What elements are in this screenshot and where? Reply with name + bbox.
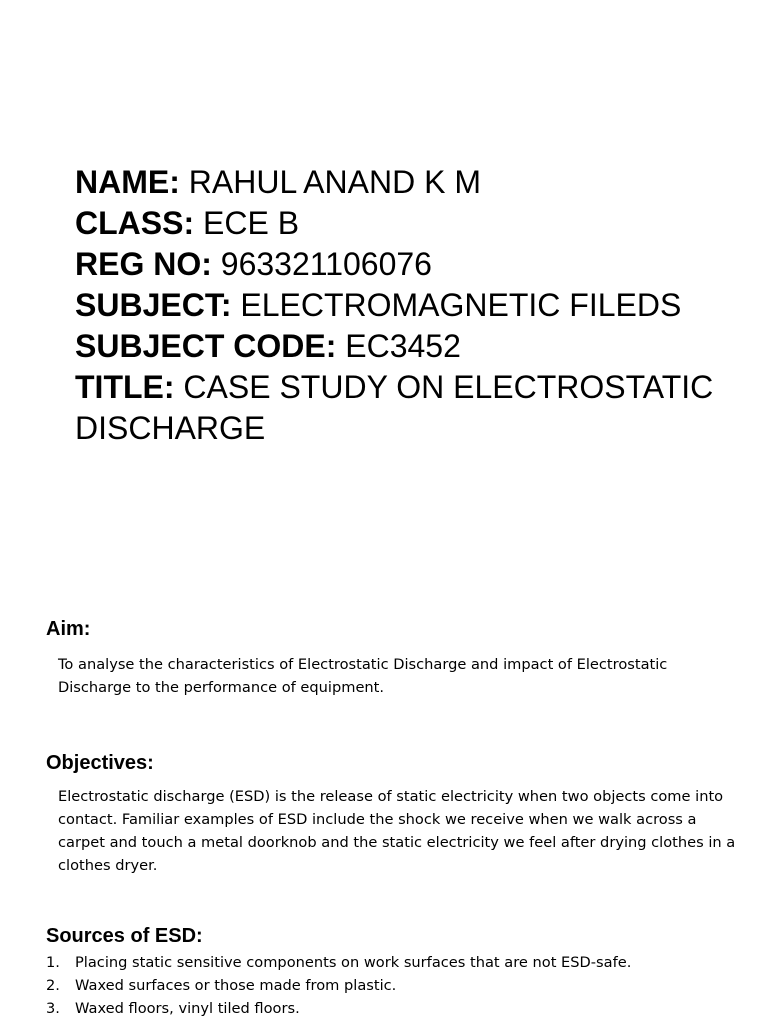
subject-code-value: EC3452 — [336, 328, 461, 364]
subject-code-line — [75, 326, 765, 367]
aim-heading: Aim: — [46, 618, 91, 640]
reg-label: REG NO: — [75, 246, 212, 282]
subject-value: ELECTROMAGNETIC FILEDS — [231, 287, 682, 323]
name-line — [75, 162, 765, 203]
list-item-text: Waxed floors, vinyl tiled floors. — [75, 1000, 300, 1017]
aim-text: To analyse the characteristics of Electrostatic Discharge and impact of Electrostatic Discharge to the performance of equipment. — [58, 656, 668, 696]
list-item-text: Placing static sensitive components on work surfaces that are not ESD-safe. — [75, 954, 632, 971]
list-item — [46, 997, 746, 1020]
title-line — [75, 367, 765, 449]
name-label: NAME: — [75, 164, 180, 200]
reg-line — [75, 244, 765, 285]
objectives-heading: Objectives: — [46, 752, 154, 774]
reg-value: 963321106076 — [211, 246, 432, 282]
title-value: CASE STUDY ON ELECTROSTATIC DISCHARGE — [75, 369, 714, 446]
subject-code-label: SUBJECT CODE: — [75, 328, 337, 364]
sources-list — [46, 951, 746, 1020]
class-line — [75, 203, 765, 244]
class-label: CLASS: — [75, 205, 195, 241]
list-item — [46, 974, 746, 997]
list-item-number: 3. — [46, 1000, 60, 1017]
name-value: RAHUL ANAND K M — [179, 164, 481, 200]
sources-heading: Sources of ESD: — [46, 925, 203, 947]
cover-details — [75, 162, 765, 449]
list-item-number: 1. — [46, 954, 60, 971]
class-value: ECE B — [194, 205, 300, 241]
list-item-number: 2. — [46, 977, 60, 994]
subject-line — [75, 285, 765, 326]
objectives-text: Electrostatic discharge (ESD) is the release of static electricity when two objects come into contact. Familiar examples of ESD include the shock we receive when we walk across a carpet and touch a metal doorknob and the static electricity we feel after drying clothes in a clothes dryer. — [58, 788, 736, 874]
list-item — [46, 951, 746, 974]
list-item-text: Waxed surfaces or those made from plastic. — [75, 977, 397, 994]
subject-label: SUBJECT: — [75, 287, 232, 323]
title-label: TITLE: — [75, 369, 175, 405]
